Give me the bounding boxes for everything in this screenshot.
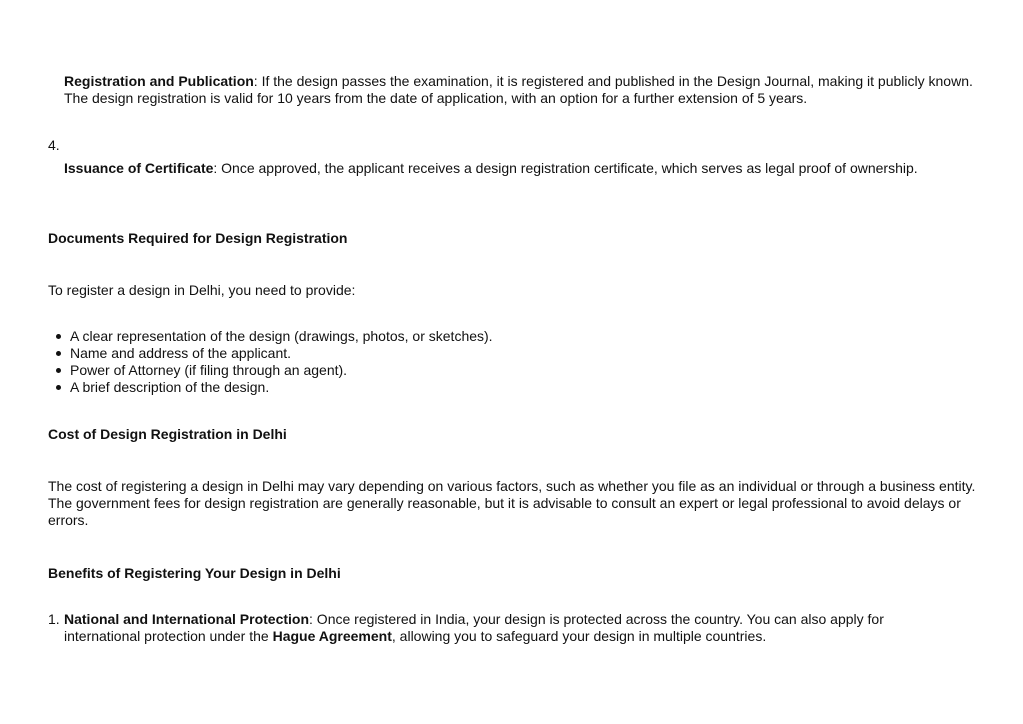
section-heading-benefits: Benefits of Registering Your Design in Delhi	[48, 565, 341, 581]
benefit-national-international	[64, 611, 934, 645]
step-text: : Once approved, the applicant receives a design registration certificate, which serves as legal proof of ownership.	[213, 160, 918, 176]
documents-list	[48, 328, 978, 396]
step-title: Registration and Publication	[64, 73, 254, 89]
benefit-title: National and International Protection	[64, 611, 310, 627]
list-item: A brief description of the design.	[48, 379, 978, 396]
list-item: Name and address of the applicant.	[48, 345, 978, 362]
section-heading-documents: Documents Required for Design Registration	[48, 230, 348, 246]
step-text: : If the design passes the examination, it is registered and published in the Design Journal, making it publicly known. The design registration is valid for 10 years from the date of application, with an option for a further extension of 5 years.	[64, 73, 973, 106]
step-issuance-certificate	[64, 160, 974, 177]
step-number: 4.	[48, 137, 60, 153]
step-title: Issuance of Certificate	[64, 160, 214, 176]
step-registration-publication	[64, 73, 974, 107]
list-item: Power of Attorney (if filing through an agent).	[48, 362, 978, 379]
bullet-icon	[56, 334, 61, 339]
benefit-text: : Once registered in India, your design is protected across the country. You can also apply for international protection under the	[64, 611, 884, 644]
benefit-number: 1.	[48, 611, 60, 627]
section-heading-cost: Cost of Design Registration in Delhi	[48, 426, 287, 442]
hague-agreement-term: Hague Agreement	[272, 628, 392, 644]
documents-intro: To register a design in Delhi, you need to provide:	[48, 282, 356, 298]
cost-paragraph: The cost of registering a design in Delhi may vary depending on various factors, such as whether you file as an individual or through a business entity. The government fees for design registration are generally reasonable, but it is advisable to consult an expert or legal professional to avoid delays or errors.	[48, 478, 976, 528]
list-item: A clear representation of the design (drawings, photos, or sketches).	[48, 328, 978, 345]
bullet-icon	[56, 351, 61, 356]
bullet-icon	[56, 368, 61, 373]
benefit-text-end: , allowing you to safeguard your design in multiple countries.	[391, 628, 767, 644]
bullet-icon	[56, 385, 61, 390]
